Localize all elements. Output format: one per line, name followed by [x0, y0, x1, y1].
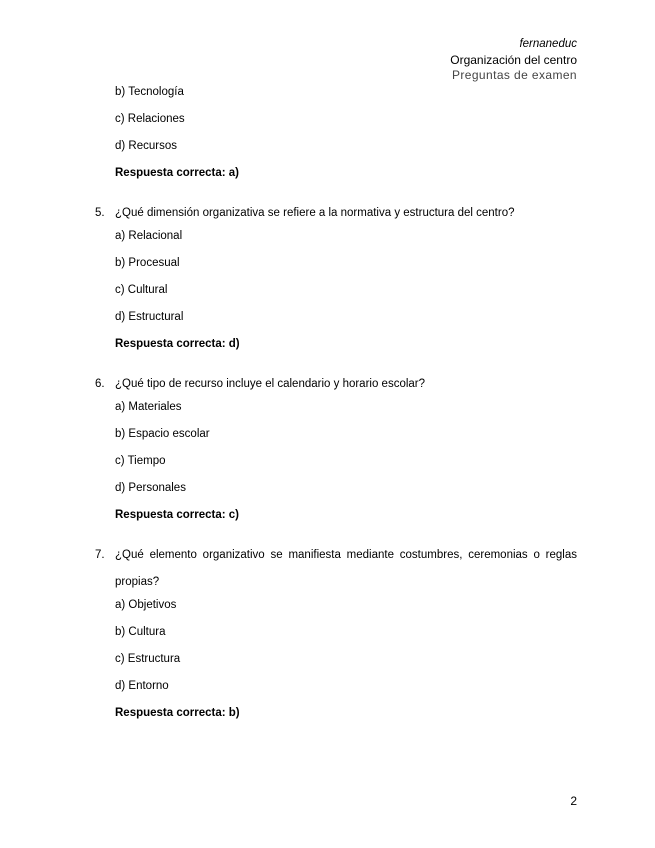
option-b: b) Tecnología	[115, 86, 184, 98]
question-number: 6.	[95, 378, 105, 390]
page-number: 2	[570, 794, 577, 808]
question-block-6	[95, 371, 577, 533]
header-title: Organización del centro	[450, 52, 577, 67]
correct-answer: Respuesta correcta: c)	[115, 509, 239, 521]
option-d: d) Recursos	[115, 140, 177, 152]
question-block-7	[95, 542, 577, 731]
question-number: 7.	[95, 549, 105, 561]
correct-answer: Respuesta correcta: d)	[115, 338, 240, 350]
option-b: b) Cultura	[115, 626, 166, 638]
option-c: c) Cultural	[115, 284, 168, 296]
option-c: c) Relaciones	[115, 113, 185, 125]
option-a: a) Relacional	[115, 230, 183, 242]
option-a: a) Objetivos	[115, 599, 177, 611]
option-a: a) Materiales	[115, 401, 182, 413]
header-subtitle: Preguntas de examen	[451, 68, 577, 82]
option-b: b) Espacio escolar	[115, 428, 210, 440]
question-text: ¿Qué tipo de recurso incluye el calendario y horario escolar?	[115, 378, 426, 390]
correct-answer: Respuesta correcta: a)	[115, 167, 239, 179]
option-d: d) Entorno	[115, 680, 169, 692]
option-b: b) Procesual	[115, 257, 180, 269]
header-author: fernaneduc	[519, 38, 577, 50]
question-5	[95, 200, 577, 227]
option-c: c) Estructura	[115, 653, 181, 665]
question-block-5	[95, 200, 577, 362]
question-text: ¿Qué dimensión organizativa se refiere a la normativa y estructura del centro?	[115, 207, 515, 219]
page-header	[450, 37, 577, 84]
option-d: d) Estructural	[115, 311, 184, 323]
question-7	[95, 542, 577, 596]
question-text: ¿Qué elemento organizativo se manifiesta mediante costumbres, ceremonias o reglas propias?	[115, 549, 577, 588]
document-body	[95, 83, 577, 731]
option-d: d) Personales	[115, 482, 186, 494]
option-c: c) Tiempo	[115, 455, 166, 467]
correct-answer: Respuesta correcta: b)	[115, 707, 240, 719]
question-block-continued	[95, 83, 577, 191]
question-6	[95, 371, 577, 398]
question-number: 5.	[95, 207, 105, 219]
